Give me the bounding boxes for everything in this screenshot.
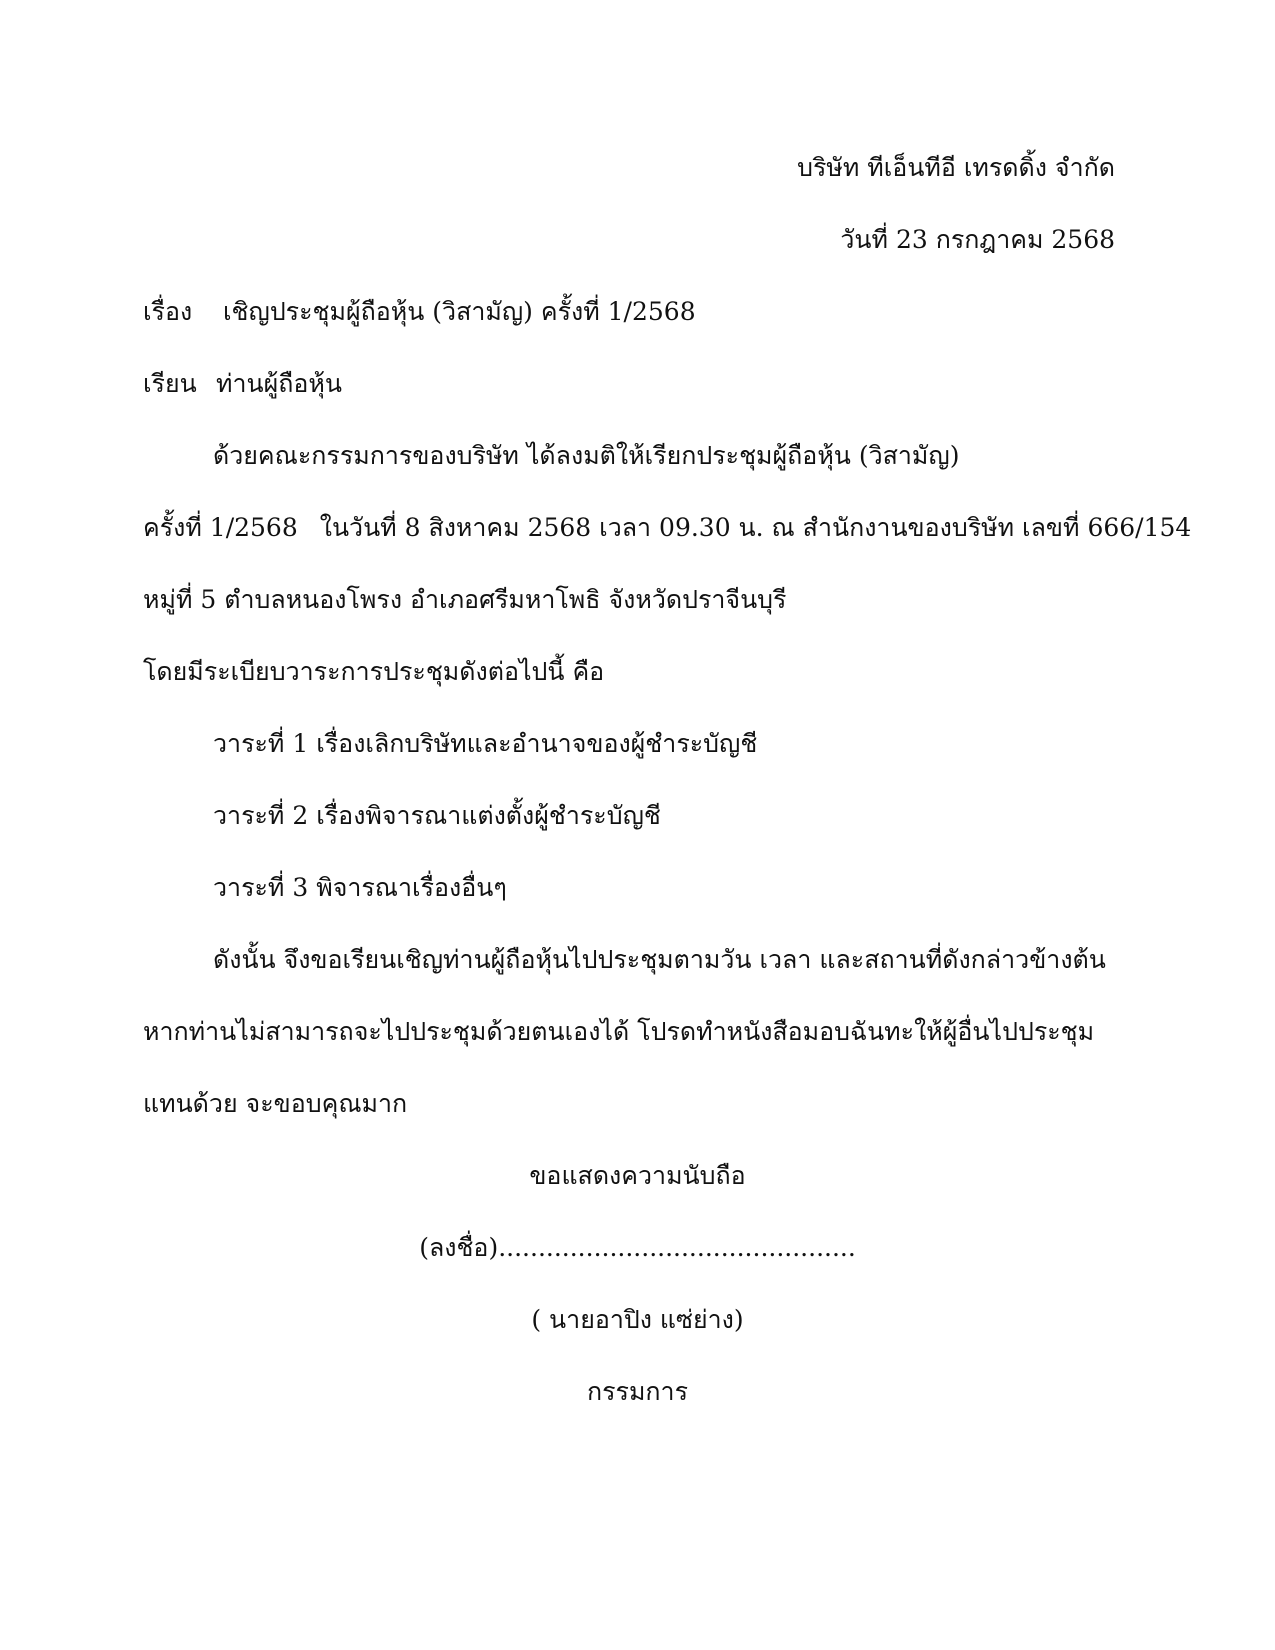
recipient-text: ท่านผู้ถือหุ้น: [216, 369, 342, 398]
meeting-number: ครั้งที่ 1/2568: [143, 513, 298, 542]
signature-line: (ลงชื่อ).............................................: [419, 1233, 856, 1262]
paragraph-1-line-2: [143, 510, 1191, 546]
subject-text: เชิญประชุมผู้ถือหุ้น (วิสามัญ) ครั้งที่ 1/2568: [223, 297, 696, 326]
signer-position: กรรมการ: [586, 1377, 689, 1406]
subject-label: เรื่อง: [143, 297, 193, 326]
paragraph-2-line-1: ดังนั้น จึงขอเรียนเชิญท่านผู้ถือหุ้นไปประชุมตามวัน เวลา และสถานที่ดังกล่าวข้างต้น: [213, 945, 1106, 974]
recipient-label: เรียน: [143, 369, 197, 398]
signer-name: ( นายอาปิง แซ่ย่าง): [531, 1305, 744, 1334]
closing-regards: ขอแสดงความนับถือ: [529, 1161, 746, 1190]
recipient-line: [143, 366, 342, 402]
document-date: วันที่ 23 กรกฎาคม 2568: [840, 225, 1115, 254]
subject-line: [143, 294, 696, 330]
company-name: บริษัท ทีเอ็นทีอี เทรดดิ้ง จำกัด: [797, 153, 1115, 182]
paragraph-1-line-4: โดยมีระเบียบวาระการประชุมดังต่อไปนี้ คือ: [143, 657, 605, 686]
paragraph-1-line-3: หมู่ที่ 5 ตำบลหนองโพรง อำเภอศรีมหาโพธิ จังหวัดปราจีนบุรี: [143, 585, 787, 614]
agenda-item-1: วาระที่ 1 เรื่องเลิกบริษัทและอำนาจของผู้ชำระบัญชี: [213, 729, 758, 758]
meeting-datetime-place: ในวันที่ 8 สิงหาคม 2568 เวลา 09.30 น. ณ สำนักงานของบริษัท เลขที่ 666/154: [319, 513, 1192, 542]
paragraph-2-line-2: หากท่านไม่สามารถจะไปประชุมด้วยตนเองได้ โปรดทำหนังสือมอบฉันทะให้ผู้อื่นไปประชุม: [143, 1017, 1095, 1046]
paragraph-2-line-3: แทนด้วย จะขอบคุณมาก: [143, 1089, 408, 1118]
agenda-item-3: วาระที่ 3 พิจารณาเรื่องอื่นๆ: [213, 873, 507, 902]
agenda-item-2: วาระที่ 2 เรื่องพิจารณาแต่งตั้งผู้ชำระบัญชี: [213, 801, 661, 830]
paragraph-1-line-1: ด้วยคณะกรรมการของบริษัท ได้ลงมติให้เรียกประชุมผู้ถือหุ้น (วิสามัญ): [213, 441, 960, 470]
